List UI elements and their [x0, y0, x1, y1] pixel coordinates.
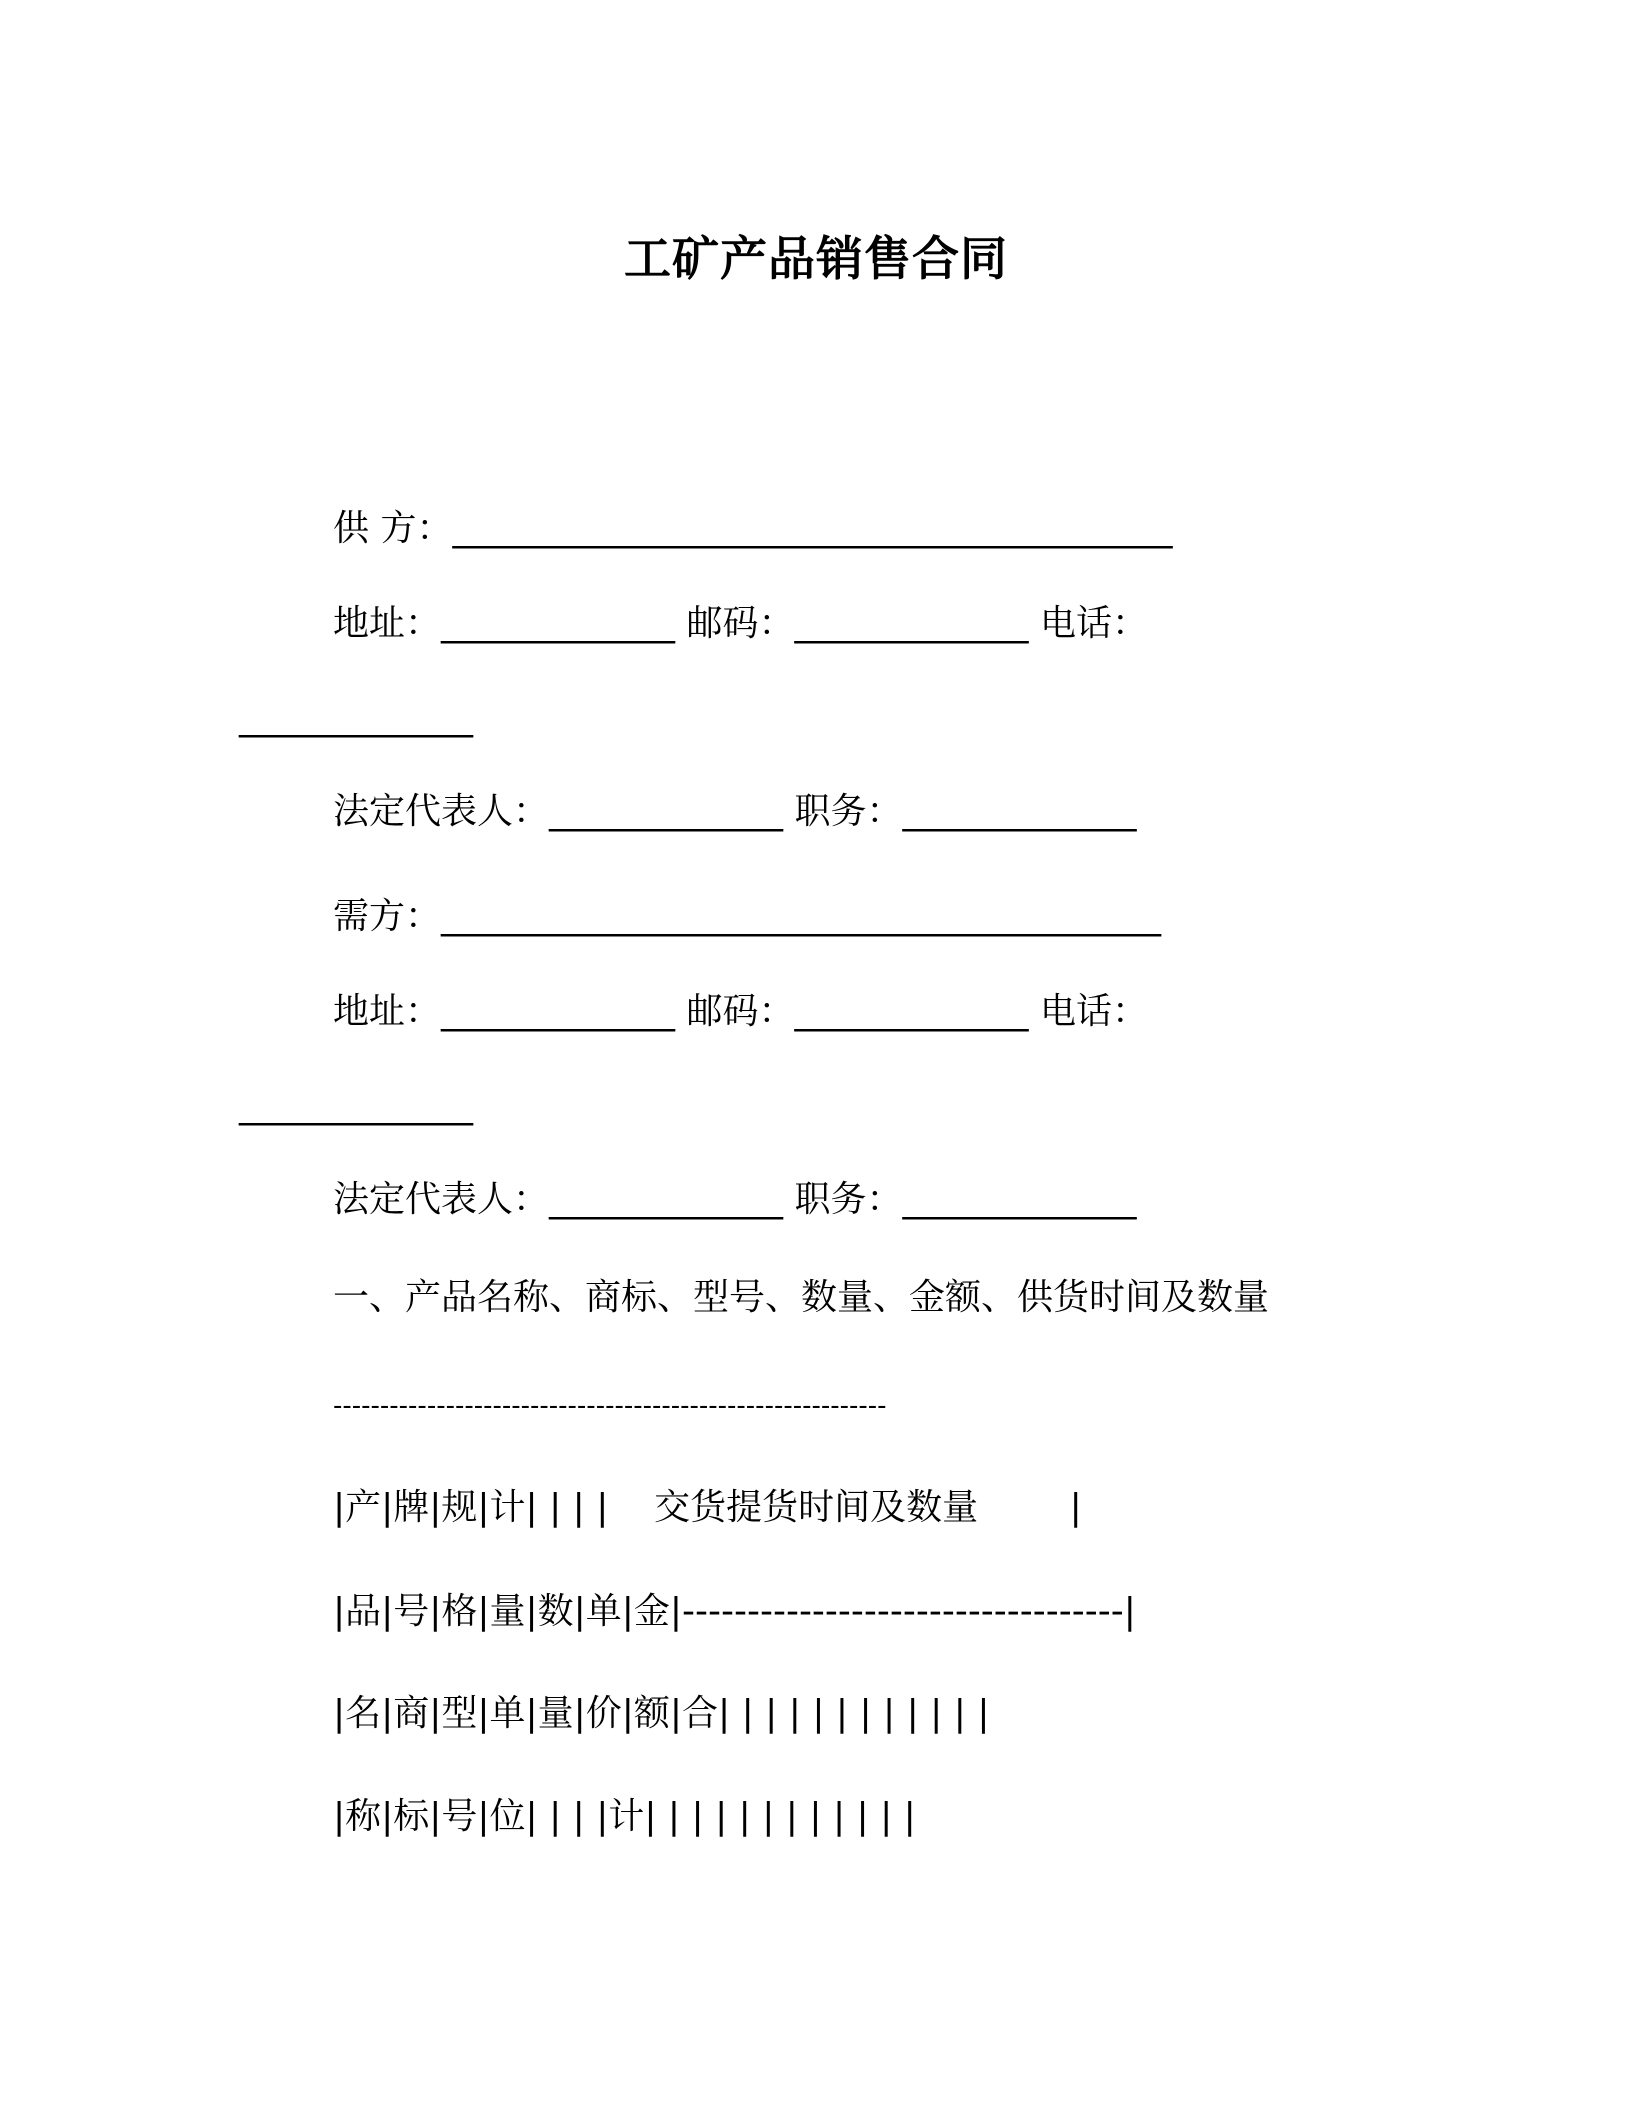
document-title: 工矿产品销售合同: [624, 232, 1008, 287]
table-header-row-2: |品|号|格|量|数|单|金|----------------------------------|: [333, 1591, 1136, 1632]
buyer-address-blank[interactable]: _____________: [441, 991, 676, 1032]
buyer-position-blank[interactable]: _____________: [902, 1179, 1137, 1220]
table-header-row-1: |产|牌|规|计| | | | 交货提货时间及数量 |: [333, 1487, 1082, 1528]
supplier-phone-line: [239, 694, 473, 742]
buyer-postcode-label: 邮码：: [686, 991, 795, 1032]
table-header-row-4: |称|标|号|位| | | |计| | | | | | | | | | | |: [333, 1796, 916, 1837]
supplier-rep-label: 法定代表人：: [333, 791, 550, 832]
supplier-name-blank[interactable]: ________________________________________: [452, 508, 1173, 549]
buyer-phone-blank[interactable]: _____________: [239, 1085, 473, 1126]
buyer-phone-line: [239, 1082, 473, 1130]
buyer-name-line: [333, 893, 1161, 941]
supplier-rep-line: [333, 788, 1136, 836]
buyer-position-label: 职务：: [794, 1179, 903, 1220]
supplier-position-label: 职务：: [794, 791, 903, 832]
supplier-contact-line: [333, 600, 1148, 648]
supplier-phone-blank[interactable]: _____________: [239, 697, 473, 738]
buyer-phone-label: 电话：: [1039, 991, 1148, 1032]
buyer-rep-label: 法定代表人：: [333, 1179, 550, 1220]
supplier-postcode-label: 邮码：: [686, 603, 795, 644]
section1-heading: 一、产品名称、商标、型号、数量、金额、供货时间及数量: [333, 1277, 1270, 1318]
supplier-postcode-blank[interactable]: _____________: [794, 603, 1029, 644]
buyer-rep-blank[interactable]: _____________: [549, 1179, 784, 1220]
buyer-name-blank[interactable]: ________________________________________: [441, 896, 1162, 937]
buyer-address-label: 地址：: [333, 991, 442, 1032]
buyer-postcode-blank[interactable]: _____________: [794, 991, 1029, 1032]
buyer-contact-line: [333, 988, 1148, 1036]
supplier-address-label: 地址：: [333, 603, 442, 644]
table-top-rule: -----------------------------------------------------------: [333, 1391, 887, 1421]
buyer-name-label: 需方：: [333, 896, 442, 937]
supplier-rep-blank[interactable]: _____________: [549, 791, 784, 832]
supplier-phone-label: 电话：: [1039, 603, 1148, 644]
supplier-position-blank[interactable]: _____________: [902, 791, 1137, 832]
supplier-name-line: [333, 505, 1172, 553]
table-header-row-3: |名|商|型|单|量|价|额|合| | | | | | | | | | | |: [333, 1693, 990, 1734]
buyer-rep-line: [333, 1176, 1136, 1224]
supplier-name-label: 供 方：: [333, 508, 453, 549]
supplier-address-blank[interactable]: _____________: [441, 603, 676, 644]
